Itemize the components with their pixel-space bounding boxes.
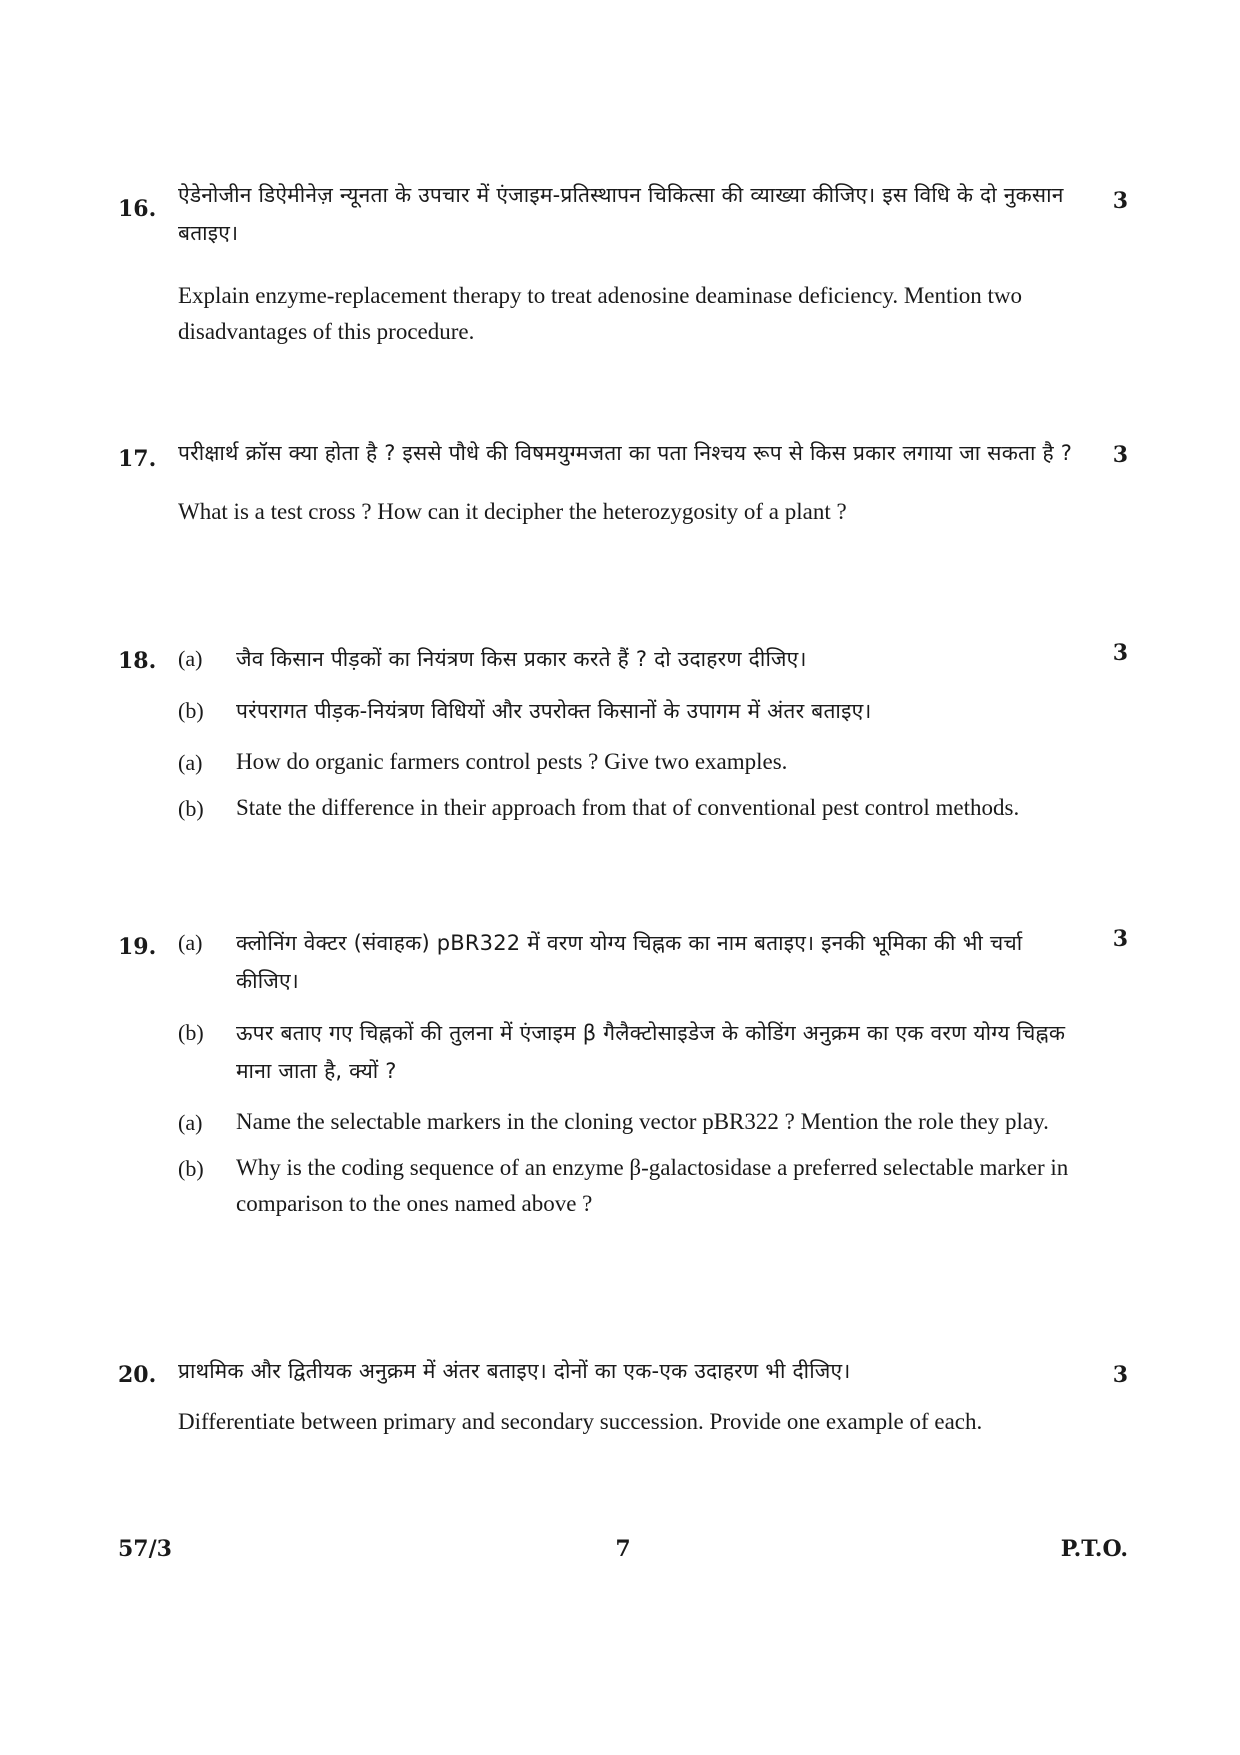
part-label: (a) [178,930,203,955]
page-number: 7 [615,1536,631,1562]
part-b-english [178,790,1078,826]
marks: 3 [1112,188,1128,214]
paper-code: 57/3 [118,1536,172,1562]
part-text: Name the selectable markers in the cloning vector pBR322 ? Mention the role they play. [236,1109,1049,1134]
part-a-hindi [178,924,1078,1000]
part-b-english [178,1150,1078,1222]
question-text-hindi: परीक्षार्थ क्रॉस क्या होता है ? इससे पौधे की विषमयुग्मजता का पता निश्चय रूप से किस प्रकार लगाया जा सकता है ? [178,441,1073,465]
question-text-hindi: प्राथमिक और द्वितीयक अनुक्रम में अंतर बताइए। दोनों का एक-एक उदाहरण भी दीजिए। [178,1359,851,1383]
question-text-english: Explain enzyme-replacement therapy to treat adenosine deaminase deficiency. Mention two disadvantages of this procedure. [178,283,1023,344]
part-text: Why is the coding sequence of an enzyme β-galactosidase a preferred selectable marker in comparison to the ones named above ? [236,1155,1069,1216]
question-text-english: What is a test cross ? How can it decipher the heterozygosity of a plant ? [178,499,847,524]
marks: 3 [1112,442,1128,468]
question-number: 18. [118,648,157,674]
part-a-english [178,744,1078,780]
question-number: 16. [118,196,157,222]
part-text: How do organic farmers control pests ? Give two examples. [236,749,788,774]
part-text: State the difference in their approach from that of conventional pest control methods. [236,795,1020,820]
marks: 3 [1112,640,1128,666]
part-b-hindi [178,692,1078,730]
marks: 3 [1112,926,1128,952]
question-number: 20. [118,1362,157,1388]
part-label: (a) [178,1110,203,1135]
part-text: ऊपर बताए गए चिह्नकों की तुलना में एंजाइम β गैलैक्टोसाइडेज के कोडिंग अनुक्रम का एक वरण योग्य चिह्नक माना जाता है, क्यों ? [236,1021,1066,1083]
part-b-hindi [178,1014,1078,1090]
part-text: परंपरागत पीड़क-नियंत्रण विधियों और उपरोक्त किसानों के उपागम में अंतर बताइए। [236,699,872,723]
part-label: (a) [178,750,203,775]
part-text: जैव किसान पीड़कों का नियंत्रण किस प्रकार करते हैं ? दो उदाहरण दीजिए। [236,647,807,671]
part-label: (a) [178,646,203,671]
part-text: क्लोनिंग वेक्टर (संवाहक) pBR322 में वरण योग्य चिह्नक का नाम बताइए। इनकी भूमिका की भी चर्चा कीजिए। [236,931,1023,993]
question-number: 19. [118,934,157,960]
question-number: 17. [118,446,157,472]
question-text-english: Differentiate between primary and secondary succession. Provide one example of each. [178,1409,983,1434]
part-label: (b) [178,1156,204,1181]
pto-label: P.T.O. [1060,1536,1128,1562]
marks: 3 [1112,1362,1128,1388]
part-label: (b) [178,698,204,723]
question-text-hindi: ऐडेनोजीन डिऐमीनेज़ न्यूनता के उपचार में एंजाइम-प्रतिस्थापन चिकित्सा की व्याख्या कीजिए। इस विधि के दो नुकसान बताइए। [178,183,1064,245]
part-a-english [178,1104,1078,1140]
part-label: (b) [178,796,204,821]
part-a-hindi [178,640,1078,678]
part-label: (b) [178,1020,204,1045]
